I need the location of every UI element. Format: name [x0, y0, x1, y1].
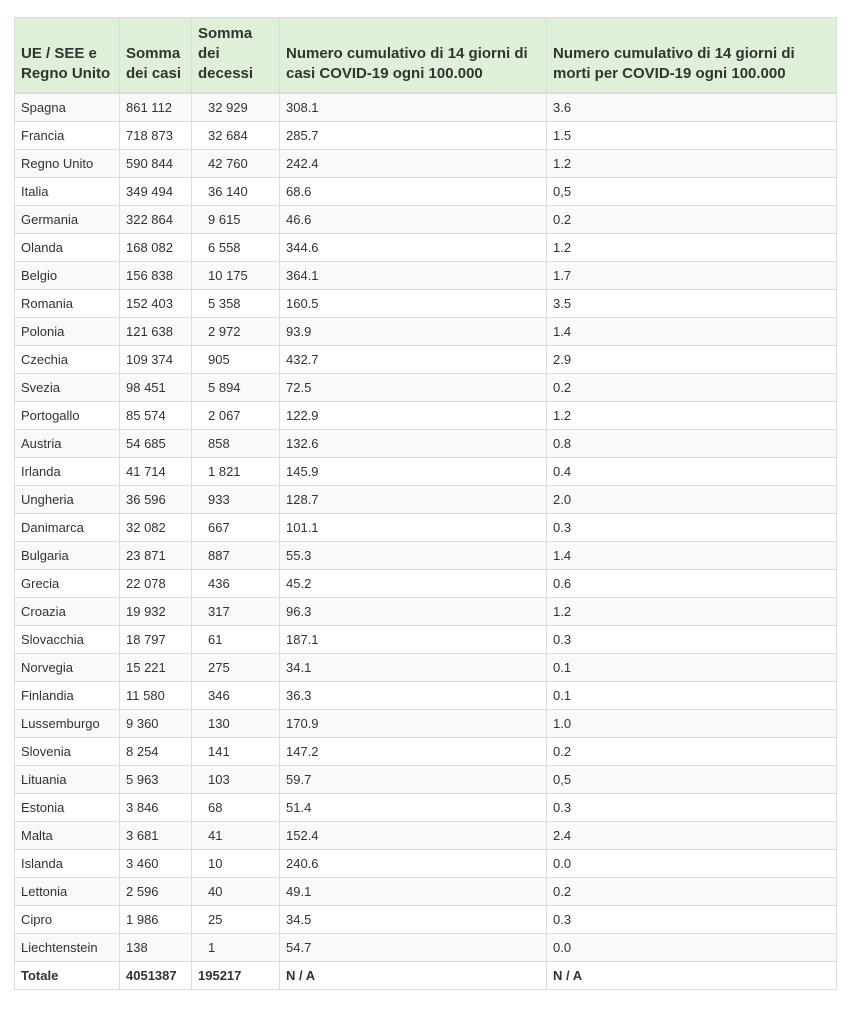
cases-14day-cell: 59.7: [280, 766, 547, 794]
country-cell: Grecia: [15, 570, 120, 598]
cases-14day-cell: 170.9: [280, 710, 547, 738]
table-row: [15, 290, 837, 318]
cases-cell: 22 078: [120, 570, 192, 598]
cases-14day-cell: 54.7: [280, 934, 547, 962]
cases-14day-cell: 72.5: [280, 374, 547, 402]
deaths-14day-cell: 0.4: [547, 458, 837, 486]
cases-cell: 718 873: [120, 122, 192, 150]
cases-cell: 109 374: [120, 346, 192, 374]
cases-cell: 32 082: [120, 514, 192, 542]
cases-14day-cell: 344.6: [280, 234, 547, 262]
cases-cell: 138: [120, 934, 192, 962]
table-body: [15, 93, 837, 990]
covid-data-table: [14, 17, 837, 990]
table-row: [15, 654, 837, 682]
deaths-14day-cell: 2.9: [547, 346, 837, 374]
deaths-cell: 130: [192, 710, 280, 738]
country-cell: Slovenia: [15, 738, 120, 766]
deaths-14day-cell: 2.4: [547, 822, 837, 850]
table-row: [15, 710, 837, 738]
deaths-cell: 68: [192, 794, 280, 822]
table-header-row: [15, 18, 837, 94]
table-row: [15, 878, 837, 906]
deaths-cell: 2 067: [192, 402, 280, 430]
deaths-cell: 858: [192, 430, 280, 458]
cases-14day-cell: 55.3: [280, 542, 547, 570]
header-14day-deaths: Numero cumulativo di 14 giorni di morti per COVID-19 ogni 100.000: [547, 18, 837, 94]
deaths-cell: 436: [192, 570, 280, 598]
cases-cell: 156 838: [120, 262, 192, 290]
cases-cell: 121 638: [120, 318, 192, 346]
country-cell: Regno Unito: [15, 150, 120, 178]
deaths-cell: 36 140: [192, 178, 280, 206]
cases-cell: 85 574: [120, 402, 192, 430]
cases-14day-cell: 51.4: [280, 794, 547, 822]
deaths-cell: 25: [192, 906, 280, 934]
table-row: [15, 934, 837, 962]
cases-14day-cell: 364.1: [280, 262, 547, 290]
country-cell: Finlandia: [15, 682, 120, 710]
cases-cell: 41 714: [120, 458, 192, 486]
deaths-cell: 9 615: [192, 206, 280, 234]
cases-14day-cell: 45.2: [280, 570, 547, 598]
country-cell: Croazia: [15, 598, 120, 626]
deaths-cell: 41: [192, 822, 280, 850]
table-row: [15, 570, 837, 598]
table-row: [15, 738, 837, 766]
deaths-14day-cell: 1.0: [547, 710, 837, 738]
deaths-14day-cell: 3.5: [547, 290, 837, 318]
country-cell: Portogallo: [15, 402, 120, 430]
deaths-cell: 2 972: [192, 318, 280, 346]
table-row: [15, 346, 837, 374]
cases-cell: 23 871: [120, 542, 192, 570]
cases-cell: 1 986: [120, 906, 192, 934]
deaths-cell: 6 558: [192, 234, 280, 262]
cases-cell: 18 797: [120, 626, 192, 654]
country-cell: Czechia: [15, 346, 120, 374]
deaths-cell: 32 929: [192, 93, 280, 122]
deaths-cell: 346: [192, 682, 280, 710]
cases-14day-cell: 36.3: [280, 682, 547, 710]
deaths-14day-cell: 1.2: [547, 150, 837, 178]
deaths-cell: 667: [192, 514, 280, 542]
cases-cell: 19 932: [120, 598, 192, 626]
cases-14day-cell: 285.7: [280, 122, 547, 150]
table-row: [15, 402, 837, 430]
cases-14day-cell: 308.1: [280, 93, 547, 122]
cases-14day-cell: 46.6: [280, 206, 547, 234]
cases-14day-cell: 132.6: [280, 430, 547, 458]
deaths-14day-cell: 0.8: [547, 430, 837, 458]
deaths-14day-cell: 0.2: [547, 738, 837, 766]
deaths-14day-cell: 1.2: [547, 234, 837, 262]
cases-14day-cell: 160.5: [280, 290, 547, 318]
table-row: [15, 598, 837, 626]
table-row: [15, 486, 837, 514]
country-cell: Cipro: [15, 906, 120, 934]
deaths-14day-cell: 0.1: [547, 682, 837, 710]
deaths-14day-cell: 0.0: [547, 850, 837, 878]
deaths-cell: 42 760: [192, 150, 280, 178]
table-row: [15, 766, 837, 794]
total-cases-cell: 4051387: [120, 962, 192, 990]
cases-cell: 8 254: [120, 738, 192, 766]
deaths-cell: 275: [192, 654, 280, 682]
deaths-14day-cell: 0.6: [547, 570, 837, 598]
country-cell: Polonia: [15, 318, 120, 346]
total-deaths-cell: 195217: [192, 962, 280, 990]
table-row: [15, 430, 837, 458]
cases-14day-cell: 432.7: [280, 346, 547, 374]
deaths-cell: 61: [192, 626, 280, 654]
deaths-cell: 1: [192, 934, 280, 962]
deaths-cell: 5 894: [192, 374, 280, 402]
deaths-14day-cell: 0.3: [547, 514, 837, 542]
deaths-14day-cell: 0.0: [547, 934, 837, 962]
cases-cell: 54 685: [120, 430, 192, 458]
country-cell: Francia: [15, 122, 120, 150]
country-cell: Lettonia: [15, 878, 120, 906]
table-row: [15, 206, 837, 234]
deaths-cell: 141: [192, 738, 280, 766]
cases-cell: 322 864: [120, 206, 192, 234]
country-cell: Danimarca: [15, 514, 120, 542]
country-cell: Islanda: [15, 850, 120, 878]
deaths-cell: 887: [192, 542, 280, 570]
cases-14day-cell: 152.4: [280, 822, 547, 850]
country-cell: Germania: [15, 206, 120, 234]
cases-14day-cell: 101.1: [280, 514, 547, 542]
country-cell: Austria: [15, 430, 120, 458]
deaths-14day-cell: 0.2: [547, 374, 837, 402]
total-deaths-14day-cell: N / A: [547, 962, 837, 990]
cases-14day-cell: 34.5: [280, 906, 547, 934]
deaths-14day-cell: 0.2: [547, 206, 837, 234]
country-cell: Malta: [15, 822, 120, 850]
deaths-14day-cell: 1.4: [547, 318, 837, 346]
deaths-14day-cell: 0,5: [547, 178, 837, 206]
deaths-cell: 933: [192, 486, 280, 514]
country-cell: Estonia: [15, 794, 120, 822]
deaths-cell: 905: [192, 346, 280, 374]
cases-cell: 11 580: [120, 682, 192, 710]
country-cell: Lussemburgo: [15, 710, 120, 738]
cases-14day-cell: 34.1: [280, 654, 547, 682]
deaths-14day-cell: 0.2: [547, 878, 837, 906]
country-cell: Svezia: [15, 374, 120, 402]
deaths-14day-cell: 0.1: [547, 654, 837, 682]
table-row: [15, 93, 837, 122]
deaths-cell: 10 175: [192, 262, 280, 290]
country-cell: Lituania: [15, 766, 120, 794]
table-row: [15, 122, 837, 150]
table-row: [15, 794, 837, 822]
deaths-14day-cell: 0.3: [547, 794, 837, 822]
total-cases-14day-cell: N / A: [280, 962, 547, 990]
deaths-cell: 32 684: [192, 122, 280, 150]
cases-14day-cell: 68.6: [280, 178, 547, 206]
deaths-14day-cell: 1.2: [547, 402, 837, 430]
header-total-cases: Somma dei casi: [120, 18, 192, 94]
country-cell: Italia: [15, 178, 120, 206]
cases-cell: 36 596: [120, 486, 192, 514]
deaths-cell: 5 358: [192, 290, 280, 318]
cases-cell: 98 451: [120, 374, 192, 402]
cases-cell: 3 681: [120, 822, 192, 850]
table-row: [15, 626, 837, 654]
country-cell: Irlanda: [15, 458, 120, 486]
country-cell: Bulgaria: [15, 542, 120, 570]
cases-14day-cell: 128.7: [280, 486, 547, 514]
cases-cell: 590 844: [120, 150, 192, 178]
table-row: [15, 906, 837, 934]
table-row: [15, 374, 837, 402]
cases-14day-cell: 145.9: [280, 458, 547, 486]
cases-cell: 152 403: [120, 290, 192, 318]
table-row: [15, 458, 837, 486]
country-cell: Ungheria: [15, 486, 120, 514]
deaths-14day-cell: 1.7: [547, 262, 837, 290]
country-cell: Spagna: [15, 93, 120, 122]
deaths-cell: 103: [192, 766, 280, 794]
country-cell: Norvegia: [15, 654, 120, 682]
cases-14day-cell: 96.3: [280, 598, 547, 626]
deaths-14day-cell: 0.3: [547, 906, 837, 934]
cases-cell: 5 963: [120, 766, 192, 794]
cases-14day-cell: 122.9: [280, 402, 547, 430]
cases-cell: 15 221: [120, 654, 192, 682]
cases-14day-cell: 49.1: [280, 878, 547, 906]
cases-14day-cell: 187.1: [280, 626, 547, 654]
table-row: [15, 542, 837, 570]
deaths-14day-cell: 0.3: [547, 626, 837, 654]
deaths-14day-cell: 1.5: [547, 122, 837, 150]
table-row: [15, 262, 837, 290]
table-row: [15, 514, 837, 542]
total-country-cell: Totale: [15, 962, 120, 990]
header-total-deaths: Somma dei decessi: [192, 18, 280, 94]
table-row: [15, 178, 837, 206]
cases-14day-cell: 147.2: [280, 738, 547, 766]
cases-cell: 168 082: [120, 234, 192, 262]
deaths-14day-cell: 1.4: [547, 542, 837, 570]
table-row: [15, 150, 837, 178]
table-row: [15, 318, 837, 346]
table-row: [15, 850, 837, 878]
deaths-14day-cell: 2.0: [547, 486, 837, 514]
country-cell: Liechtenstein: [15, 934, 120, 962]
cases-cell: 349 494: [120, 178, 192, 206]
table-row: [15, 682, 837, 710]
cases-cell: 9 360: [120, 710, 192, 738]
cases-cell: 3 846: [120, 794, 192, 822]
header-country: UE / SEE e Regno Unito: [15, 18, 120, 94]
deaths-cell: 1 821: [192, 458, 280, 486]
header-14day-cases: Numero cumulativo di 14 giorni di casi COVID-19 ogni 100.000: [280, 18, 547, 94]
country-cell: Olanda: [15, 234, 120, 262]
cases-cell: 861 112: [120, 93, 192, 122]
total-row: [15, 962, 837, 990]
deaths-14day-cell: 0,5: [547, 766, 837, 794]
country-cell: Belgio: [15, 262, 120, 290]
cases-14day-cell: 93.9: [280, 318, 547, 346]
table-row: [15, 822, 837, 850]
country-cell: Romania: [15, 290, 120, 318]
table-row: [15, 234, 837, 262]
cases-14day-cell: 240.6: [280, 850, 547, 878]
country-cell: Slovacchia: [15, 626, 120, 654]
cases-cell: 2 596: [120, 878, 192, 906]
deaths-14day-cell: 3.6: [547, 93, 837, 122]
deaths-cell: 40: [192, 878, 280, 906]
deaths-cell: 10: [192, 850, 280, 878]
cases-14day-cell: 242.4: [280, 150, 547, 178]
cases-cell: 3 460: [120, 850, 192, 878]
deaths-14day-cell: 1.2: [547, 598, 837, 626]
deaths-cell: 317: [192, 598, 280, 626]
